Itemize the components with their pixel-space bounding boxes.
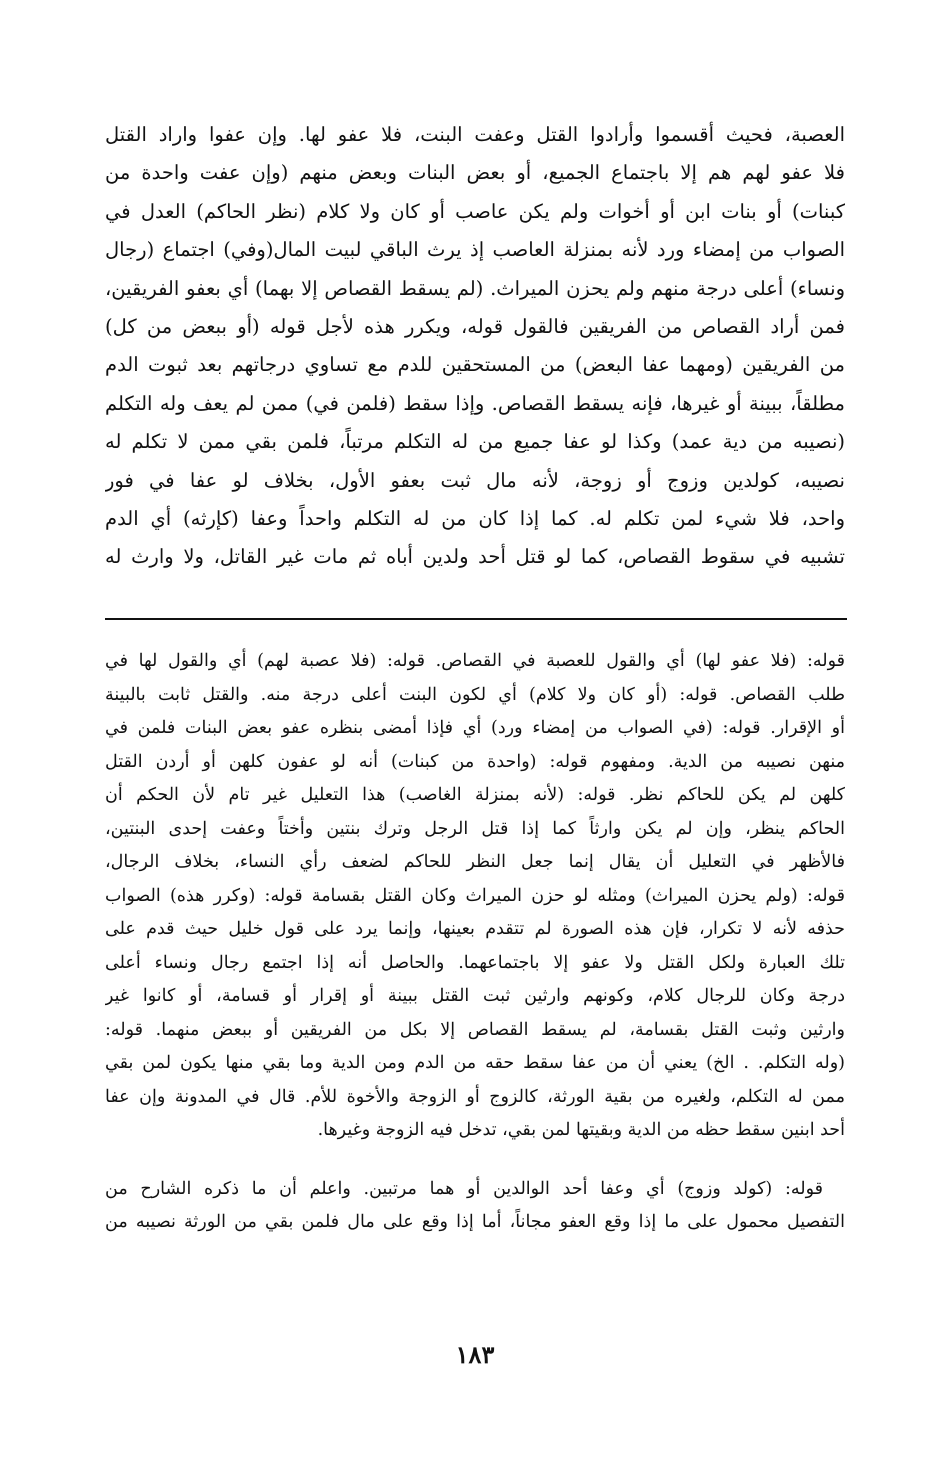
- footnote-line: قوله: (فلا عفو لها) أي والقول للعصبة في القصاص. قوله: (فلا عصبة لهم) أي والقول لها في: [105, 651, 845, 671]
- footnote-line: طلب القصاص. قوله: (أو كان ولا كلام) أي لكون البنت أعلى درجة منه. والقتل ثابت بالبينة: [105, 684, 845, 705]
- footnote-line: قوله: (كولد وزوج) أي وعفا أحد الوالدين أو هما مرتبين. واعلم أن ما ذكره الشارح من: [105, 1178, 823, 1199]
- main-text-line: ونساء) أعلى درجة منهم ولم يحزن الميراث. (لم يسقط القصاص إلا بهما) أي بعفو الفريقين،: [105, 276, 845, 300]
- main-text-line: فلا عفو لهم هم إلا باجتماع الجميع، أو بعض البنات وبعض منهم (وإن عفت واحدة من: [105, 161, 845, 185]
- footnote-line: ممن له التكلم، ولغيره من بقية الورثة، كالزوج أو الزوجة والأخوة للأم. قال في المدونة وإن عفا: [105, 1086, 845, 1107]
- footnotes-block: [105, 645, 845, 1240]
- footnote-line: أحد ابنين سقط حظه من الدية وبقيتها لمن بقي، تدخل فيه الزوجة وغيرها.: [317, 1120, 845, 1140]
- footnote-line: التفصيل محمول على ما إذا وقع العفو مجاناً، أما إذا وقع على مال فلمن بقي من الورثة نصيبه من: [105, 1212, 845, 1232]
- footnote-line: درجة وكان للرجال كلام، وكونهم وارثين ثبت القتل ببينة أو إقرار أو قسامة، أو كانوا غير: [105, 986, 845, 1006]
- footnote-line: تلك العبارة ولكل القتل ولا عفو إلا باجتماعهما. والحاصل أنه إذا اجتمع رجال ونساء أعلى: [105, 952, 845, 973]
- page-number: ١٨٣: [455, 1340, 495, 1369]
- paragraph-gap: [105, 1148, 845, 1173]
- footnote-line: منهن نصيبه من الدية. ومفهوم قوله: (واحدة من كبنات) أنه لو عفون كلهن أو أردن القتل: [105, 751, 845, 772]
- main-text-line: واحد، فلا شيء لمن تكلم له. كما إذا كان من له التكلم واحداً وعفا (كإرثه) أي الدم: [105, 506, 845, 530]
- main-text-line: من الفريقين (ومهما عفا البعض) من المستحقين للدم مع تساوي درجاتهم بعد ثبوت الدم: [105, 353, 845, 377]
- footnote-separator: [105, 618, 847, 620]
- footnote-line: وارثين وثبت القتل بقسامة، لم يسقط القصاص إلا بكل من الفريقين أو ببعض منهما. قوله:: [105, 1019, 845, 1040]
- main-text-line: (نصيبه من دية عمد) وكذا لو عفا جميع من له التكلم مرتباً، فلمن بقي ممن لا تكلم له: [105, 430, 845, 454]
- footnote-line: فالأظهر في التعليل أن يقال إنما جعل النظر للحاكم لضعف رأي النساء، بخلاف الرجال،: [105, 852, 845, 872]
- footnote-line: أو الإقرار. قوله: (في الصواب من إمضاء ورد) أي فإذا أمضى بنظره عفو بعض البنات فلمن في: [105, 718, 845, 738]
- main-text-line: الصواب من إمضاء ورد لأنه بمنزلة العاصب إذ يرث الباقي لبيت المال(وفي) اجتماع (رجال: [105, 238, 845, 262]
- main-text-block: [105, 116, 845, 577]
- main-text-line: نصيبه، كولدين وزوج أو زوجة، لأنه مال ثبت بعفو الأول، بخلاف لو عفا في فور: [105, 468, 845, 492]
- footnote-line: (وله التكلم. . الخ) يعني أن من عفا سقط حقه من الدم ومن الدية وما بقي منها يكون لمن بقي: [105, 1053, 845, 1073]
- main-text-line: فمن أراد القصاص من الفريقين فالقول قوله، ويكرر هذه لأجل قوله (أو ببعض من كل): [105, 314, 845, 338]
- footnote-line: حذفه لأنه لا تكرار، فإن هذه الصورة لم تتقدم بعينها، وإنما يرد على قول خليل حيث قدم على: [105, 919, 845, 939]
- footnote-line: كلهن لم يكن للحاكم نظر. قوله: (لأنه بمنزلة الغاصب) هذا التعليل غير تام لأن الحكم أن: [105, 785, 845, 805]
- main-text-line: مطلقاً، ببينة أو غيرها، فإنه يسقط القصاص. وإذا سقط (فلمن في) ممن لم يعف وله التكلم: [105, 391, 845, 415]
- main-text-line: كبنات) أو بنات ابن أو أخوات ولم يكن عاصب أو كان ولا كلام (نظر الحاكم) العدل في: [105, 199, 845, 223]
- main-text-line: العصبة، فحيث أقسموا وأرادوا القتل وعفت البنت، فلا عفو لها. وإن عفوا واراد القتل: [105, 123, 845, 146]
- footnote-line: قوله: (ولم يحزن الميراث) ومثله لو حزن الميراث وكان القتل بقسامة قوله: (وكرر هذه) الصواب: [105, 885, 845, 906]
- footnote-line: الحاكم ينظر، وإن لم يكن وارثاً كما إذا قتل الرجل وترك بنتين وأختاً وعفت إحدى البنتين،: [105, 818, 845, 839]
- main-text-line: تشبيه في سقوط القصاص، كما لو قتل أحد ولدين أباه ثم مات غير القاتل، ولا وارث له: [105, 545, 845, 569]
